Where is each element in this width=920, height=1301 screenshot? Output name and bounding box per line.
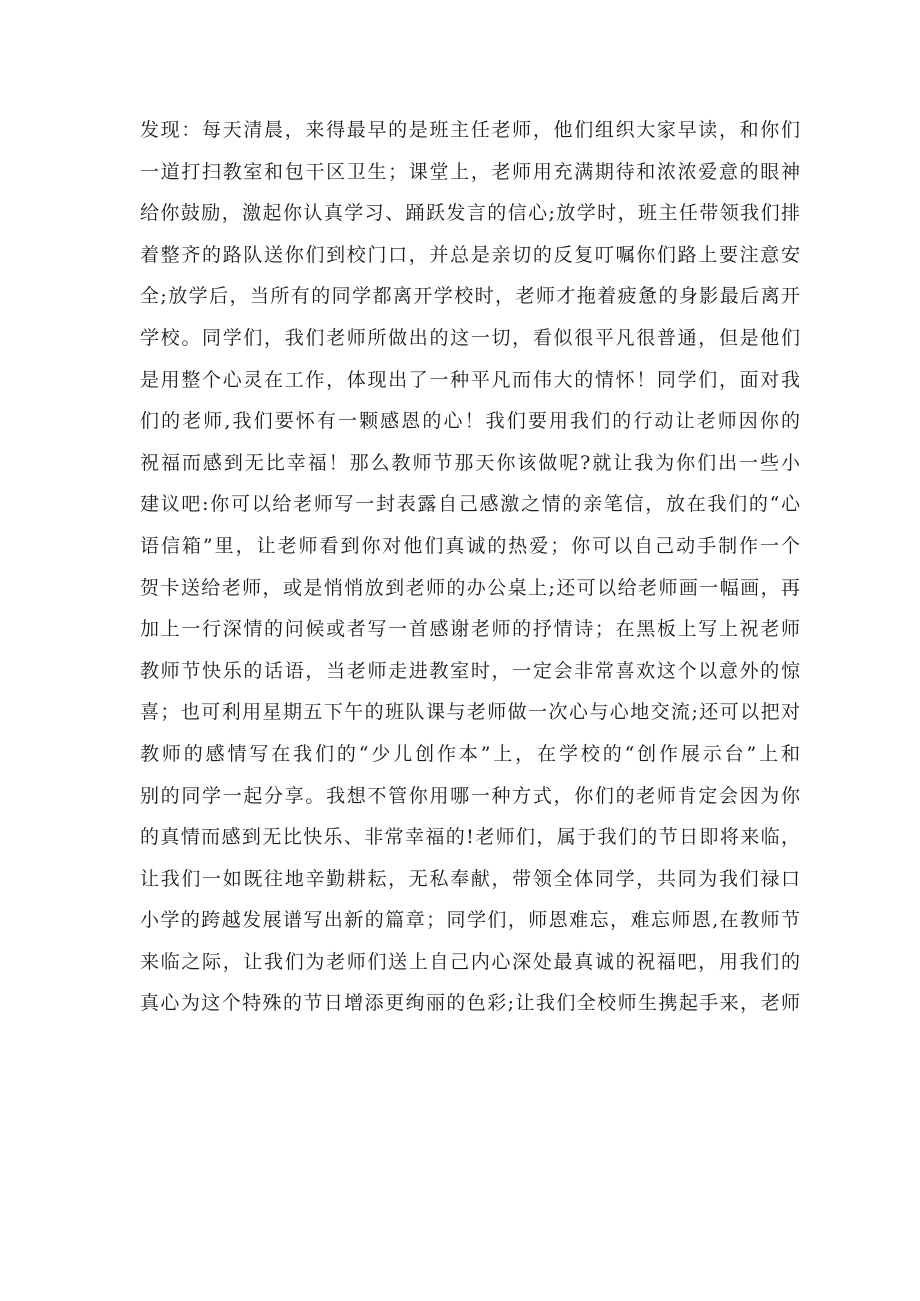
text-line: 来临之际，让我们为老师们送上自己内心深处最真诚的祝福吧，用我们的: [140, 950, 800, 973]
text-line: 给你鼓励，激起你认真学习、踊跃发言的信心;放学时，班主任带领我们排: [140, 202, 800, 225]
text-line: 小学的跨越发展谱写出新的篇章；同学们，师恩难忘，难忘师恩,在教师节: [140, 909, 800, 932]
body-text: [140, 110, 800, 1025]
text-line: 语信箱”里，让老师看到你对他们真诚的热爱；你可以自己动手制作一个: [140, 534, 800, 557]
text-line: 的真情而感到无比快乐、非常幸福的!老师们，属于我们的节日即将来临，: [140, 826, 800, 849]
text-line: 喜；也可利用星期五下午的班队课与老师做一次心与心地交流;还可以把对: [140, 701, 800, 724]
text-line: 加上一行深情的问候或者写一首感谢老师的抒情诗；在黑板上写上祝老师: [140, 618, 800, 641]
text-line: 们的老师,我们要怀有一颗感恩的心！我们要用我们的行动让老师因你的: [140, 410, 800, 433]
text-line: 教师的感情写在我们的“少儿创作本”上，在学校的“创作展示台”上和: [140, 742, 800, 765]
text-line: 建议吧:你可以给老师写一封表露自己感激之情的亲笔信，放在我们的“心: [140, 493, 800, 516]
text-line: 真心为这个特殊的节日增添更绚丽的色彩;让我们全校师生携起手来，老师: [140, 992, 800, 1015]
text-line: 全;放学后，当所有的同学都离开学校时，老师才拖着疲惫的身影最后离开: [140, 285, 800, 308]
text-line: 教师节快乐的话语，当老师走进教室时，一定会非常喜欢这个以意外的惊: [140, 659, 800, 682]
text-line: 别的同学一起分享。我想不管你用哪一种方式，你们的老师肯定会因为你: [140, 784, 800, 807]
text-line: 祝福而感到无比幸福！那么教师节那天你该做呢?就让我为你们出一些小: [140, 451, 800, 474]
text-line: 发现：每天清晨，来得最早的是班主任老师，他们组织大家早读，和你们: [140, 119, 800, 141]
text-line: 着整齐的路队送你们到校门口，并总是亲切的反复叮嘱你们路上要注意安: [140, 243, 800, 266]
text-line: 一道打扫教室和包干区卫生；课堂上，老师用充满期待和浓浓爱意的眼神: [140, 160, 800, 183]
text-line: 学校。同学们，我们老师所做出的这一切，看似很平凡很普通，但是他们: [140, 326, 800, 349]
text-line: 贺卡送给老师，或是悄悄放到老师的办公桌上;还可以给老师画一幅画，再: [140, 576, 800, 599]
text-line: 让我们一如既往地辛勤耕耘，无私奉献，带领全体同学，共同为我们禄口: [140, 867, 800, 890]
text-line: 是用整个心灵在工作，体现出了一种平凡而伟大的情怀！同学们，面对我: [140, 368, 800, 391]
